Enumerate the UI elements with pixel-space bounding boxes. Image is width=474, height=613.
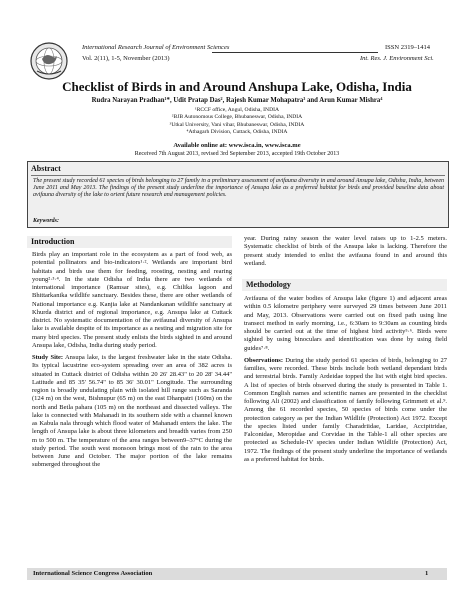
available-online: Available online at: www.isca.in, www.isca.me xyxy=(173,142,301,149)
issn: ISSN 2319–1414 xyxy=(385,44,430,51)
abstract-heading: Abstract xyxy=(31,162,445,176)
affiliations xyxy=(0,107,474,137)
page-number: 1 xyxy=(425,569,429,577)
right-column xyxy=(244,295,447,464)
right-column-top xyxy=(244,235,447,268)
journal-rule xyxy=(212,52,378,53)
article-authors: Rudra Narayan Pradhan¹*, Udit Pratap Das², Rajesh Kumar Mohapatra³ and Arun Kumar Mishra⁴ xyxy=(91,97,383,104)
observations-label: Observations: xyxy=(244,356,283,364)
affiliation-4: ⁴Athagarh Division, Cuttack, Odisha, INDIA xyxy=(186,129,288,136)
affiliation-3: ³Utkal University, Vani vihar, Bhubaneswar, Odisha, INDIA xyxy=(169,121,305,128)
methodology-paragraph: Avifauna of the water bodies of Ansupa lake (figure 1) and adjacent areas within 0.5 kilometre periphery were surveyed 29 times between June 2011 and May, 2013. Observations were carried out on fixed path using line transect method in early morning, i.e., 6:30am to 9:30am as counting birds should be carried out at the time of highest bird activity⁵·⁶. Birds were sighted by using binoculars and identification was done by using field guides⁷·⁸. xyxy=(244,295,447,352)
study-site-label: Study Site: xyxy=(32,354,64,361)
intro-paragraph: Birds play an important role in the ecosystem as a part of food web, as potential pollinators and bio-indicators¹·². Wetlands are important bird habitats and birds use them for feeding, roosting, nesting and rearing young²·³·⁴. In the state Odisha of India there are two wetlands of international importance (Ramsar sites), e.g. Chilika lagoon and Bhittarkanika wildlife sanctuary. Besides these, there are other wetlands of National importance e.g. Kanjia lake at Nandankanan wildlife sanctuary at Khurda district and of regional importance, e.g. Ansupa lake at Cuttack district. No systematic documentation of the avifaunal diversity of Ansupa lake is available despite of its importance as a nesting and migration site for many bird species. The present study enlists the birds sighted in and around Ansupa lake, Odisha, India during study period. xyxy=(32,251,232,349)
abstract-box xyxy=(27,161,449,228)
study-site-text: Ansupa lake, is the largest freshwater lake in the state Odisha. Its typical lacustrine eco-system spreading over an area of 382 acres is situated in Cuttack district of Odisha within 20 26' 28.43" to 20 28' 34.44" Latitude and 85 35' 56.74" to 85 36' 30.01" Longitude. The surrounding region is broadly undulating plain with isolated hill range such as Saranda (124 m) on the west, Bishnupur (65 m) on the east Dhanpatri (160m) on the north and Betla pahara (105 m) on the northeast and dissected valleys. The lake is connected with Mahanadi in its southern side with a channel known as Kabula nala through which flood water of Mahanadi enters the lake. The length of Ansupa lake is about three kilometers and breadth varies from 250 m to 500 m. The temperature of the area ranges between9–37°C during the study period. The south west monsoon brings most of the rain to the area between June and October. The major portion of the lake remains submerged throughout the xyxy=(32,354,232,469)
keywords: Keywords: xyxy=(33,218,59,224)
affiliation-2: ²BJB Autonomous College, Bhubaneswar, Odisha, INDIA xyxy=(171,114,303,121)
introduction-heading: Introduction xyxy=(27,236,232,248)
journal-logo xyxy=(29,41,69,81)
methodology-heading: Methodology xyxy=(242,279,447,291)
journal-abbreviation: Int. Res. J. Environment Sci. xyxy=(360,55,434,62)
received-dates: Received 7th August 2013, revised 3rd September 2013, accepted 19th October 2013 xyxy=(134,151,340,157)
study-site-paragraph xyxy=(32,354,232,470)
volume-info: Vol. 2(11), 1-5, November (2013) xyxy=(82,55,170,62)
footer-organization: International Science Congress Association xyxy=(33,569,153,577)
affiliation-1: ¹RCCF office, Angul, Odisha, INDIA xyxy=(194,107,280,113)
journal-name: International Research Journal of Environment Sciences xyxy=(82,44,230,51)
article-title: Checklist of Birds in and Around Anshupa Lake, Odisha, India xyxy=(62,79,412,94)
abstract-text: The present study recorded 61 species of birds belonging to 27 family in a preliminary assessment of avifauna diversity in and around Ansupa lake, Odisha, India, between June 2011 and May 2013. The findings of the present study underline the importance of Ansupa lake as a preferred habitat for birds and provided baseline data about avifauna diversity of the lake to orient future research and management policies. xyxy=(33,178,444,198)
left-column xyxy=(32,251,232,470)
observations-paragraph xyxy=(244,357,447,464)
right-intro-paragraph: year. During rainy season the water level raises up to 1-2.5 meters. Systematic checklist of birds of the Ansupa lake is lacking. Therefore the present study intended to enlist the avifauna found in and around this wetland. xyxy=(244,235,447,267)
observations-text: During the study period 61 species of birds, belonging to 27 families, were recorded. These birds include both wetland dependant birds and terrestrial birds. Family Ardeidae topped the list with eight bird species. A list of species of birds observed during the study is presented in Table 1. Common English names and scientific names are presented in the checklist following Ali (2002) and classification of family following Grimmett et al.⁹. Among the 61 recorded species, 50 species of birds come under the protection category as per the Indian Wildlife (Protection) Act 1972. Except the species listed under family Charadriidae, Laridae, Accipitridae, Falconidae, Meropidae and Corvidae in the Table-1 all other species are protected as Schedule-IV species under Indian Wildlife (Protection) Act, 1972. The findings of the present study underline the importance of wetlands as a preferred habitat for birds. xyxy=(244,356,447,463)
